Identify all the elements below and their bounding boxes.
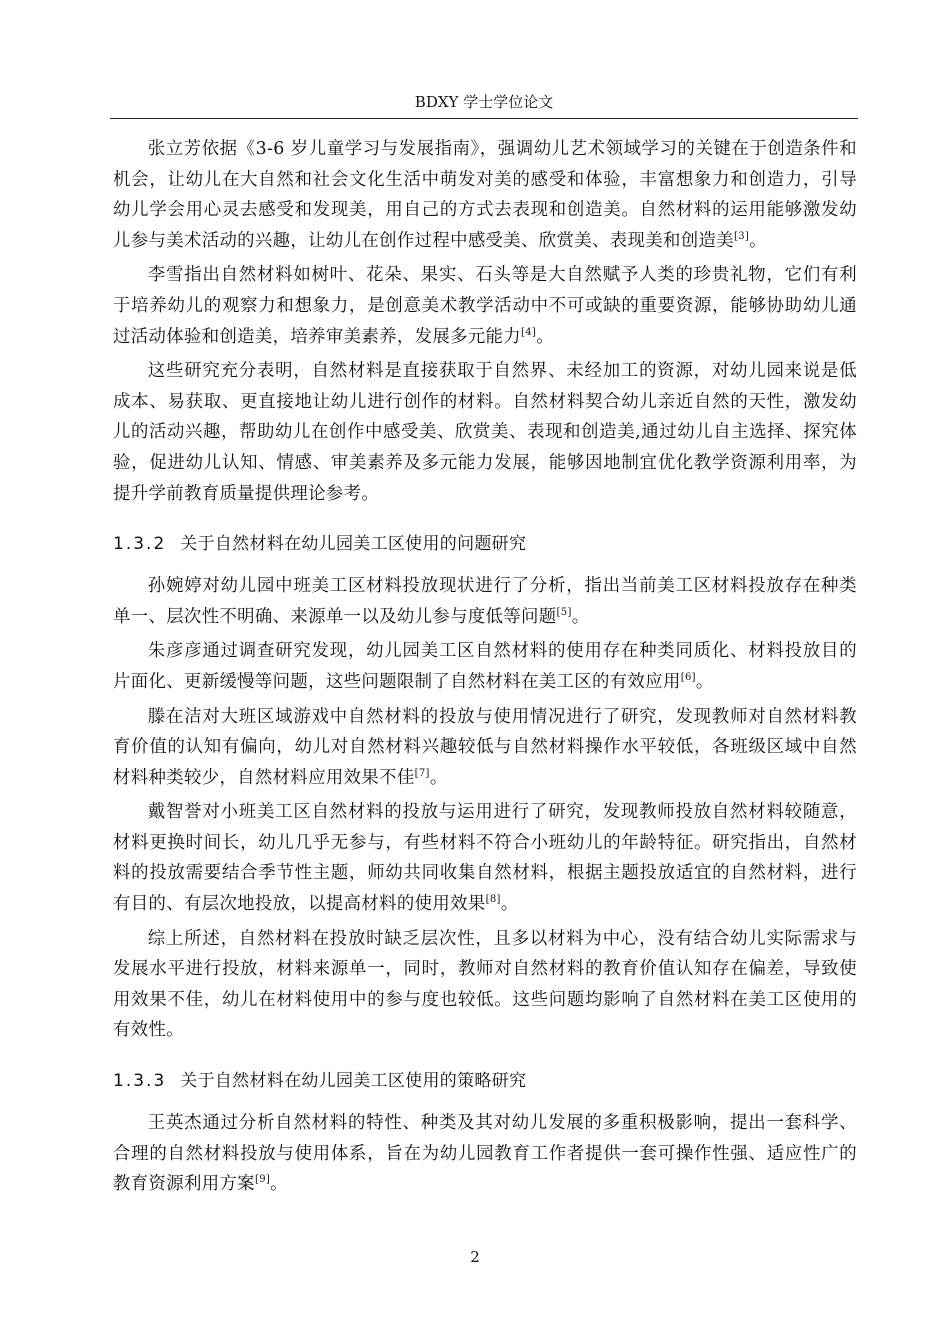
citation: [8] [485,894,501,906]
section-heading-1-3-2 [113,529,857,559]
section-number: 1.3.3 [113,1071,167,1092]
citation: [4] [521,326,537,338]
body-paragraph: 综上所述，自然材料在投放时缺乏层次性，且多以材料为中心，没有结合幼儿实际需求与发展水平进行投放，材料来源单一，同时，教师对自然材料的教育价值认知存在偏差，导致使用效果不佳，幼儿在材料使用中的参与度也较低。这些问题均影响了自然材料在美工区使用的有效性。 [113,928,857,1041]
body-paragraph: 李雪指出自然材料如树叶、花朵、果实、石头等是大自然赋予人类的珍贵礼物，它们有利于培养幼儿的观察力和想象力，是创意美术教学活动中不可或缺的重要资源，能够协助幼儿通过活动体验和创造美，培养审美素养，发展多元能力[4]。 [113,265,857,347]
body-paragraph: 孙婉婷对幼儿园中班美工区材料投放现状进行了分析，指出当前美工区材料投放存在种类单一、层次性不明确、来源单一以及幼儿参与度低等问题[5]。 [113,576,857,627]
page-number: 2 [470,1248,480,1266]
section-title: 关于自然材料在幼儿园美工区使用的策略研究 [180,1071,527,1092]
citation: [9] [254,1174,271,1186]
section-heading-1-3-3 [113,1066,857,1096]
body-paragraph: 朱彦彦通过调查研究发现，幼儿园美工区自然材料的使用存在种类同质化、材料投放目的片面化、更新缓慢等问题，这些问题限制了自然材料在美工区的有效应用[6]。 [113,641,857,692]
body-paragraph: 戴智誉对小班美工区自然材料的投放与运用进行了研究，发现教师投放自然材料较随意，材料更换时间长，幼儿几乎无参与，有些材料不符合小班幼儿的年龄特征。研究指出，自然材料的投放需要结合季节性主题，师幼共同收集自然材料，根据主题投放适宜的自然材料，进行有目的、有层次地投放，以提高材料的使用效果[8]。 [113,802,857,915]
body-paragraph: 这些研究充分表明，自然材料是直接获取于自然界、未经加工的资源，对幼儿园来说是低成本、易获取、更直接地让幼儿进行创作的材料。自然材料契合幼儿亲近自然的天性，激发幼儿的活动兴趣，帮助幼儿在创作中感受美、欣赏美、表现和创造美,通过幼儿自主选择、探究体验，促进幼儿认知、情感、审美素养及多元能力发展，能够因地制宜优化教学资源利用率，为提升学前教育质量提供理论参考。 [113,361,857,504]
page-body [113,134,857,1200]
running-header: BDXY 学士学位论文 [414,93,554,111]
citation: [5] [556,606,572,618]
citation: [3] [733,230,750,242]
section-title: 关于自然材料在幼儿园美工区使用的问题研究 [180,534,527,555]
body-paragraph: 滕在洁对大班区域游戏中自然材料的投放与使用情况进行了研究，发现教师对自然材料教育价值的认知有偏向，幼儿对自然材料兴趣较低与自然材料操作水平较低，各班级区域中自然材料种类较少，自然材料应用效果不佳[7]。 [113,706,857,788]
citation: [6] [680,671,696,683]
body-paragraph: 王英杰通过分析自然材料的特性、种类及其对幼儿发展的多重积极影响，提出一套科学、合理的自然材料投放与使用体系，旨在为幼儿园教育工作者提供一套可操作性强、适应性广的教育资源利用方案[9]。 [113,1113,857,1195]
body-paragraph: 张立芳依据《3-6 岁儿童学习与发展指南》，强调幼儿艺术领域学习的关键在于创造条件和机会，让幼儿在大自然和社会文化生活中萌发对美的感受和体验，丰富想象力和创造力，引导幼儿学会用心灵去感受和发现美，用自己的方式去表现和创造美。自然材料的运用能够激发幼儿参与美术活动的兴趣，让幼儿在创作过程中感受美、欣赏美、表现美和创造美[3]。 [113,139,857,251]
header-rule [110,118,858,119]
citation: [7] [414,767,430,779]
section-number: 1.3.2 [113,534,167,555]
